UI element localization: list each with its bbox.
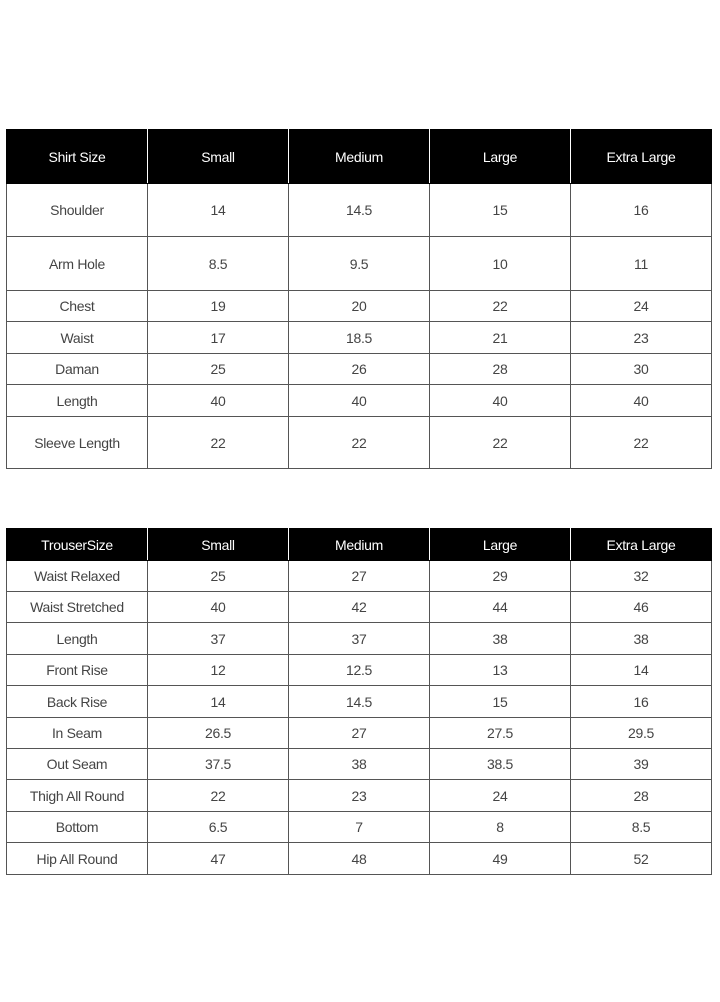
table-row <box>7 592 712 623</box>
header-cell: Small <box>148 529 289 561</box>
table-cell: 24 <box>430 780 571 812</box>
table-row <box>7 291 712 322</box>
table-cell: 22 <box>430 291 571 322</box>
table-cell: 21 <box>430 322 571 354</box>
table-cell: 10 <box>430 237 571 291</box>
table-cell: 38 <box>289 749 430 780</box>
table-cell: 11 <box>571 237 712 291</box>
table-cell: 14.5 <box>289 686 430 718</box>
table-row <box>7 749 712 780</box>
table-cell: 29.5 <box>571 718 712 749</box>
trouser-size-table <box>6 528 712 875</box>
table-cell: 27 <box>289 561 430 592</box>
header-cell: Shirt Size <box>7 130 148 184</box>
table-cell: 40 <box>571 385 712 417</box>
table-cell: 17 <box>148 322 289 354</box>
header-cell: Medium <box>289 529 430 561</box>
header-cell: Extra Large <box>571 529 712 561</box>
table-cell: 22 <box>571 417 712 469</box>
table-cell: 8 <box>430 812 571 843</box>
table-cell: 7 <box>289 812 430 843</box>
table-cell: 38.5 <box>430 749 571 780</box>
table-cell: 40 <box>148 592 289 623</box>
table-row <box>7 237 712 291</box>
table-cell: 14 <box>148 184 289 237</box>
row-label: Daman <box>7 354 148 385</box>
table-header-row <box>7 529 712 561</box>
table-cell: 25 <box>148 354 289 385</box>
table-row <box>7 385 712 417</box>
table-cell: 22 <box>430 417 571 469</box>
row-label: Length <box>7 385 148 417</box>
table-cell: 37 <box>148 623 289 655</box>
table-cell: 16 <box>571 184 712 237</box>
table-cell: 38 <box>571 623 712 655</box>
table-cell: 40 <box>148 385 289 417</box>
table-cell: 22 <box>148 780 289 812</box>
table-row <box>7 718 712 749</box>
table-cell: 20 <box>289 291 430 322</box>
table-cell: 28 <box>571 780 712 812</box>
table-row <box>7 184 712 237</box>
row-label: Bottom <box>7 812 148 843</box>
table-cell: 37.5 <box>148 749 289 780</box>
table-cell: 14 <box>571 655 712 686</box>
table-cell: 26 <box>289 354 430 385</box>
table-cell: 42 <box>289 592 430 623</box>
table-row <box>7 812 712 843</box>
table-row <box>7 655 712 686</box>
table-cell: 52 <box>571 843 712 875</box>
table-row <box>7 686 712 718</box>
row-label: Thigh All Round <box>7 780 148 812</box>
table-cell: 29 <box>430 561 571 592</box>
table-cell: 13 <box>430 655 571 686</box>
table-cell: 48 <box>289 843 430 875</box>
table-cell: 12 <box>148 655 289 686</box>
table-row <box>7 623 712 655</box>
table-cell: 27.5 <box>430 718 571 749</box>
header-cell: Large <box>430 529 571 561</box>
table-cell: 23 <box>289 780 430 812</box>
table-cell: 18.5 <box>289 322 430 354</box>
table-row <box>7 780 712 812</box>
row-label: Front Rise <box>7 655 148 686</box>
table-cell: 38 <box>430 623 571 655</box>
table-header-row <box>7 130 712 184</box>
table-cell: 30 <box>571 354 712 385</box>
table-cell: 37 <box>289 623 430 655</box>
table-cell: 24 <box>571 291 712 322</box>
header-cell: Medium <box>289 130 430 184</box>
table-cell: 46 <box>571 592 712 623</box>
table-cell: 40 <box>430 385 571 417</box>
table-cell: 22 <box>148 417 289 469</box>
table-row <box>7 417 712 469</box>
table-cell: 25 <box>148 561 289 592</box>
table-cell: 32 <box>571 561 712 592</box>
row-label: Chest <box>7 291 148 322</box>
table-row <box>7 843 712 875</box>
table-cell: 14 <box>148 686 289 718</box>
table-cell: 19 <box>148 291 289 322</box>
shirt-size-table <box>6 129 712 469</box>
row-label: Waist <box>7 322 148 354</box>
table-cell: 15 <box>430 184 571 237</box>
row-label: Waist Stretched <box>7 592 148 623</box>
header-cell: Extra Large <box>571 130 712 184</box>
table-cell: 8.5 <box>571 812 712 843</box>
table-cell: 22 <box>289 417 430 469</box>
row-label: Shoulder <box>7 184 148 237</box>
table-cell: 14.5 <box>289 184 430 237</box>
row-label: Arm Hole <box>7 237 148 291</box>
table-cell: 47 <box>148 843 289 875</box>
table-cell: 28 <box>430 354 571 385</box>
table-row <box>7 322 712 354</box>
row-label: Out Seam <box>7 749 148 780</box>
table-cell: 6.5 <box>148 812 289 843</box>
table-cell: 16 <box>571 686 712 718</box>
table-cell: 40 <box>289 385 430 417</box>
table-cell: 15 <box>430 686 571 718</box>
header-cell: Small <box>148 130 289 184</box>
row-label: Length <box>7 623 148 655</box>
table-cell: 44 <box>430 592 571 623</box>
table-cell: 26.5 <box>148 718 289 749</box>
row-label: In Seam <box>7 718 148 749</box>
row-label: Back Rise <box>7 686 148 718</box>
row-label: Sleeve Length <box>7 417 148 469</box>
table-cell: 9.5 <box>289 237 430 291</box>
table-row <box>7 561 712 592</box>
table-cell: 39 <box>571 749 712 780</box>
table-cell: 23 <box>571 322 712 354</box>
header-cell: Large <box>430 130 571 184</box>
row-label: Hip All Round <box>7 843 148 875</box>
table-row <box>7 354 712 385</box>
table-cell: 8.5 <box>148 237 289 291</box>
table-cell: 27 <box>289 718 430 749</box>
table-cell: 12.5 <box>289 655 430 686</box>
table-cell: 49 <box>430 843 571 875</box>
header-cell: TrouserSize <box>7 529 148 561</box>
row-label: Waist Relaxed <box>7 561 148 592</box>
